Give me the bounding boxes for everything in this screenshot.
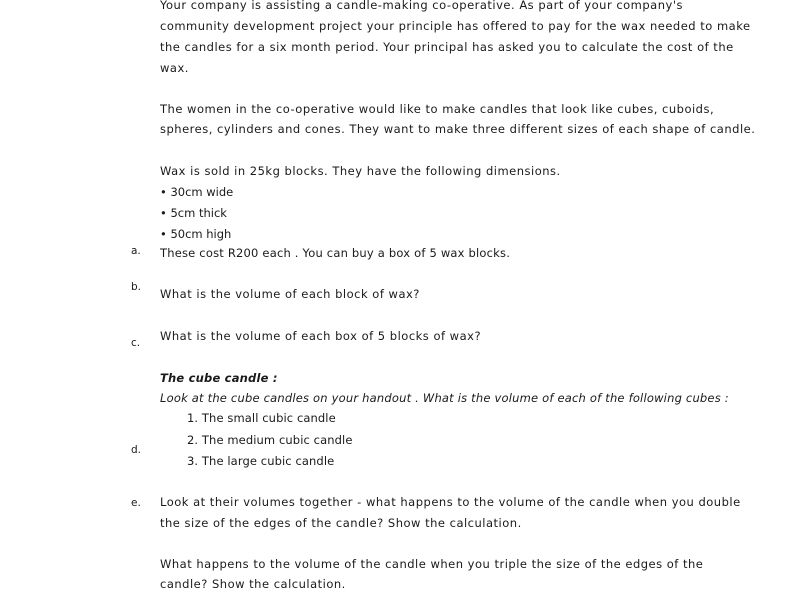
question-b: What is the volume of each block of wax?	[160, 287, 420, 301]
cube-item-large: 3. The large cubic candle	[187, 454, 335, 468]
marker-a: a.	[131, 245, 141, 257]
question-f-line-1: What happens to the volume of the candle when you triple the size of the edges of the	[160, 557, 704, 571]
marker-e: e.	[131, 497, 141, 509]
intro-line-3: the candles for a six month period. Your principal has asked you to calculate the cost of the	[160, 40, 734, 54]
intro-line-4: wax.	[160, 61, 189, 75]
dimension-thickness: • 5cm thick	[160, 206, 227, 220]
question-c: What is the volume of each box of 5 blocks of wax?	[160, 329, 482, 343]
dimension-width: • 30cm wide	[160, 185, 233, 199]
wax-cost: These cost R200 each . You can buy a box of 5 wax blocks.	[160, 246, 511, 260]
dimension-height: • 50cm high	[160, 227, 231, 241]
cube-item-small: 1. The small cubic candle	[187, 411, 336, 425]
wax-intro: Wax is sold in 25kg blocks. They have the following dimensions.	[160, 164, 561, 178]
cube-heading: The cube candle :	[160, 371, 278, 385]
shapes-line-1: The women in the co-operative would like to make candles that look like cubes, cuboids,	[160, 102, 715, 116]
intro-line-1: Your company is assisting a candle-making co-operative. As part of your company's	[160, 0, 683, 12]
cube-prompt: Look at the cube candles on your handout . What is the volume of each of the following cubes :	[160, 391, 729, 405]
question-e-line-1: Look at their volumes together - what happens to the volume of the candle when you double	[160, 495, 741, 509]
intro-line-2: community development project your principle has offered to pay for the wax needed to make	[160, 19, 751, 33]
marker-b: b.	[131, 281, 142, 293]
cube-item-medium: 2. The medium cubic candle	[187, 433, 353, 447]
shapes-line-2: spheres, cylinders and cones. They want to make three different sizes of each shape of candle.	[160, 122, 756, 136]
question-f-line-2: candle? Show the calculation.	[160, 577, 346, 591]
question-e-line-2: the size of the edges of the candle? Show the calculation.	[160, 516, 522, 530]
marker-d: d.	[131, 444, 142, 456]
marker-c: c.	[131, 337, 141, 349]
